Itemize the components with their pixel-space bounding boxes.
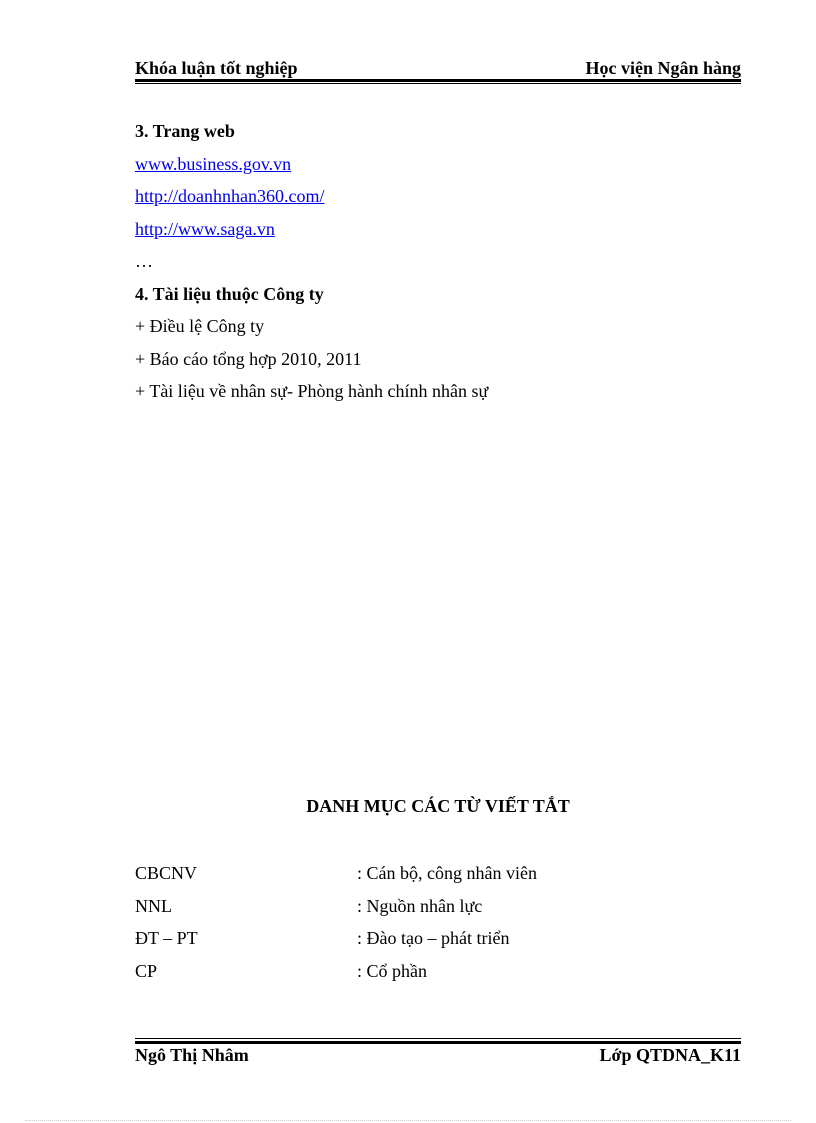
abbreviation-meaning: : Cán bộ, công nhân viên (357, 863, 537, 883)
abbreviation-meaning: : Nguồn nhân lực (357, 895, 483, 916)
abbreviation-row (135, 890, 741, 923)
company-item: + Điều lệ Công ty (135, 316, 265, 336)
ellipsis-text: … (135, 251, 153, 271)
abbreviation-meaning: : Đào tạo – phát triển (357, 928, 510, 948)
footer-rule-thick (135, 1041, 741, 1044)
abbreviations-title: DANH MỤC CÁC TỪ VIẾT TẮT (306, 796, 570, 816)
abbreviation-row (135, 857, 741, 890)
link-doanhnhan360[interactable]: http://doanhnhan360.com/ (135, 186, 325, 206)
abbreviation-row (135, 922, 741, 955)
abbreviation-key: ĐT – PT (135, 928, 198, 948)
page-footer (135, 1045, 741, 1066)
header-right-text: Học viện Ngân hàng (585, 58, 741, 78)
footer-right-text: Lớp QTDNA_K11 (599, 1045, 741, 1065)
company-heading: 4. Tài liệu thuộc Công ty (135, 283, 324, 304)
abbreviations-list (135, 857, 741, 987)
header-rule-thin (135, 83, 741, 84)
web-heading: 3. Trang web (135, 121, 235, 141)
abbreviation-key: CP (135, 960, 158, 981)
abbreviation-meaning: : Cổ phần (357, 960, 427, 981)
page-bottom-border (25, 1120, 791, 1121)
company-item: + Tài liệu về nhân sự- Phòng hành chính nhân sự (135, 381, 489, 401)
company-item: + Báo cáo tổng hợp 2010, 2011 (135, 348, 362, 369)
abbreviation-key: NNL (135, 895, 172, 916)
abbreviation-row (135, 955, 741, 988)
header-rule-thick (135, 79, 741, 82)
header-left-text: Khóa luận tốt nghiệp (135, 58, 298, 78)
references-section (135, 115, 741, 408)
page-header (135, 58, 741, 79)
footer-rule-thin (135, 1038, 741, 1039)
abbreviation-key: CBCNV (135, 863, 198, 883)
link-saga[interactable]: http://www.saga.vn (135, 218, 275, 239)
footer-left-text: Ngô Thị Nhâm (135, 1045, 249, 1065)
link-business-gov[interactable]: www.business.gov.vn (135, 153, 292, 174)
